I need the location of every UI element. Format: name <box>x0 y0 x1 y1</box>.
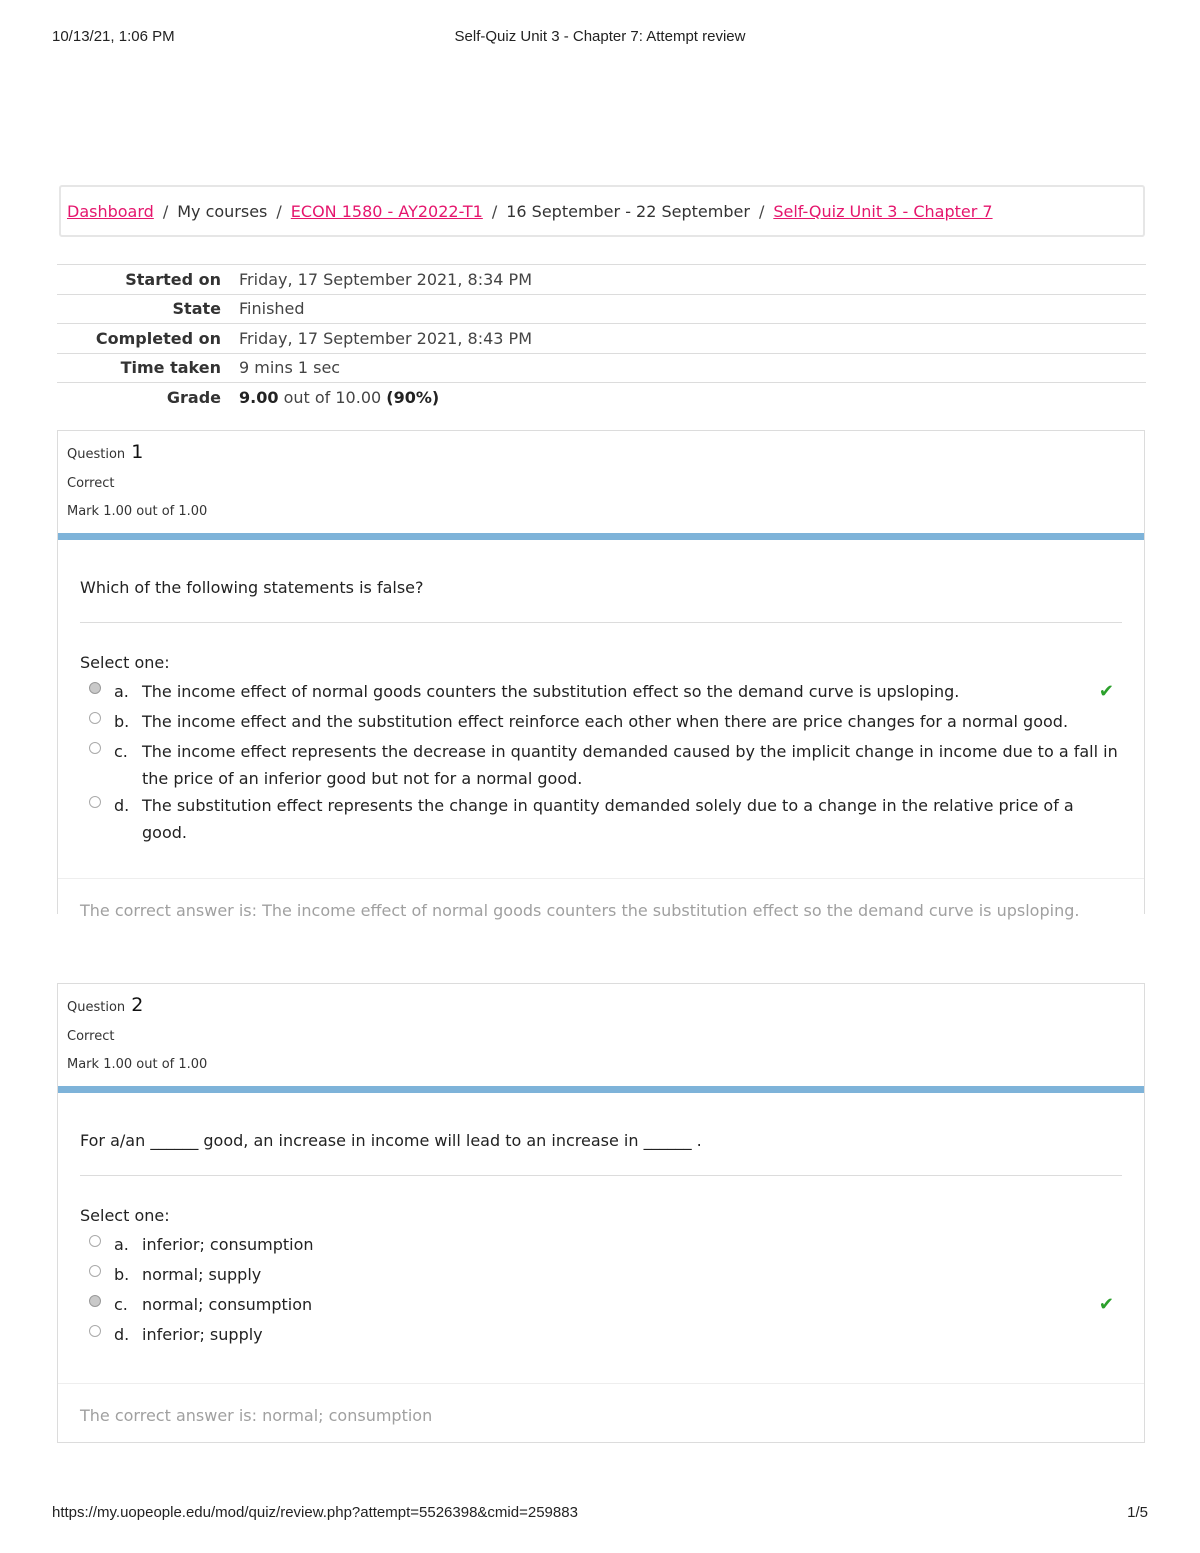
correct-answer-feedback: The correct answer is: The income effect of normal goods counters the substitution effect so the demand curve is upsloping. <box>58 878 1144 920</box>
radio-icon[interactable] <box>89 1325 101 1337</box>
print-header <box>52 28 1148 50</box>
breadcrumb-dashboard[interactable]: Dashboard <box>67 201 154 221</box>
question-text: Which of the following statements is false? <box>80 540 1122 623</box>
radio-icon[interactable] <box>89 742 101 754</box>
summary-row-time <box>57 353 1146 383</box>
radio-icon[interactable] <box>89 796 101 808</box>
summary-value: 9 mins 1 sec <box>239 353 1146 383</box>
option-letter: c. <box>114 1295 128 1314</box>
question-divider-bar <box>58 1086 1144 1093</box>
summary-label: State <box>57 294 239 324</box>
breadcrumb-week: 16 September - 22 September <box>506 201 750 221</box>
print-date: 10/13/21, 1:06 PM <box>52 28 175 45</box>
answer-option[interactable] <box>80 1261 1122 1291</box>
summary-label: Started on <box>57 265 239 295</box>
breadcrumb-course[interactable]: ECON 1580 - AY2022-T1 <box>290 201 483 221</box>
option-text: inferior; supply <box>142 1325 263 1344</box>
summary-value: Friday, 17 September 2021, 8:34 PM <box>239 265 1146 295</box>
question-text: For a/an ______ good, an increase in income will lead to an increase in ______ . <box>80 1093 1122 1176</box>
question-info <box>58 984 1144 1086</box>
question-content <box>58 540 1144 920</box>
option-letter: b. <box>114 712 130 731</box>
select-one-prompt: Select one: <box>80 1206 170 1225</box>
question-info <box>58 431 1144 533</box>
question-mark: Mark 1.00 out of 1.00 <box>67 1057 208 1072</box>
question-2 <box>57 983 1145 1443</box>
answer-option[interactable] <box>80 738 1122 792</box>
answer-option[interactable] <box>80 1231 1122 1261</box>
radio-icon[interactable] <box>89 1265 101 1277</box>
breadcrumb-quiz[interactable]: Self-Quiz Unit 3 - Chapter 7 <box>773 201 993 221</box>
option-text: The substitution effect represents the change in quantity demanded solely due to a change in the relative price of a good. <box>142 796 1074 842</box>
question-number: Question 1 <box>67 441 144 463</box>
summary-row-grade <box>57 383 1146 412</box>
print-footer <box>52 1504 1148 1526</box>
question-divider-bar <box>58 533 1144 540</box>
grade-out-of: out of 10.00 <box>283 387 382 407</box>
answer-option[interactable] <box>80 1321 1122 1351</box>
option-letter: c. <box>114 742 128 761</box>
question-number: Question 2 <box>67 994 144 1016</box>
question-status: Correct <box>67 476 115 491</box>
option-text: normal; consumption <box>142 1295 313 1314</box>
breadcrumb-separator: / <box>491 201 498 221</box>
summary-row-started <box>57 265 1146 295</box>
select-one-prompt: Select one: <box>80 653 170 672</box>
summary-value: Finished <box>239 294 1146 324</box>
option-text: normal; supply <box>142 1265 262 1284</box>
question-1 <box>57 430 1145 920</box>
answer-option[interactable] <box>80 792 1122 846</box>
question-mark: Mark 1.00 out of 1.00 <box>67 504 208 519</box>
option-letter: d. <box>114 1325 130 1344</box>
summary-label: Time taken <box>57 353 239 383</box>
summary-label: Completed on <box>57 324 239 354</box>
radio-icon[interactable] <box>89 682 101 694</box>
question-content <box>58 1093 1144 1425</box>
summary-row-completed <box>57 324 1146 354</box>
option-text: The income effect and the substitution effect reinforce each other when there are price changes for a normal good. <box>142 712 1069 731</box>
option-letter: b. <box>114 1265 130 1284</box>
breadcrumb-separator: / <box>758 201 765 221</box>
breadcrumb-my-courses: My courses <box>177 201 268 221</box>
radio-icon[interactable] <box>89 1235 101 1247</box>
summary-row-state <box>57 294 1146 324</box>
option-letter: a. <box>114 1235 129 1254</box>
print-title: Self-Quiz Unit 3 - Chapter 7: Attempt review <box>454 28 746 45</box>
summary-value <box>239 383 1146 412</box>
answer-option[interactable] <box>80 678 1122 708</box>
option-letter: d. <box>114 796 130 815</box>
page-number: 1/5 <box>1127 1504 1148 1521</box>
grade-percent: (90%) <box>386 387 440 407</box>
summary-value: Friday, 17 September 2021, 8:43 PM <box>239 324 1146 354</box>
check-icon: ✔ <box>1098 681 1114 702</box>
breadcrumb-separator: / <box>276 201 282 221</box>
answer-option[interactable] <box>80 1291 1122 1321</box>
option-text: The income effect of normal goods counters the substitution effect so the demand curve is upsloping. <box>142 682 960 701</box>
print-url: https://my.uopeople.edu/mod/quiz/review.php?attempt=5526398&cmid=259883 <box>52 1504 578 1521</box>
radio-icon[interactable] <box>89 1295 101 1307</box>
option-text: The income effect represents the decrease in quantity demanded caused by the implicit change in income due to a fall in the price of an inferior good but not for a normal good. <box>142 742 1118 788</box>
correct-answer-feedback: The correct answer is: normal; consumption <box>58 1383 1144 1425</box>
check-icon: ✔ <box>1098 1294 1114 1315</box>
summary-label: Grade <box>57 383 239 412</box>
option-letter: a. <box>114 682 129 701</box>
grade-score: 9.00 <box>239 387 279 407</box>
breadcrumb <box>59 185 1145 237</box>
breadcrumb-separator: / <box>162 201 169 221</box>
option-text: inferior; consumption <box>142 1235 314 1254</box>
radio-icon[interactable] <box>89 712 101 724</box>
attempt-summary <box>57 264 1146 412</box>
answer-option[interactable] <box>80 708 1122 738</box>
question-status: Correct <box>67 1029 115 1044</box>
